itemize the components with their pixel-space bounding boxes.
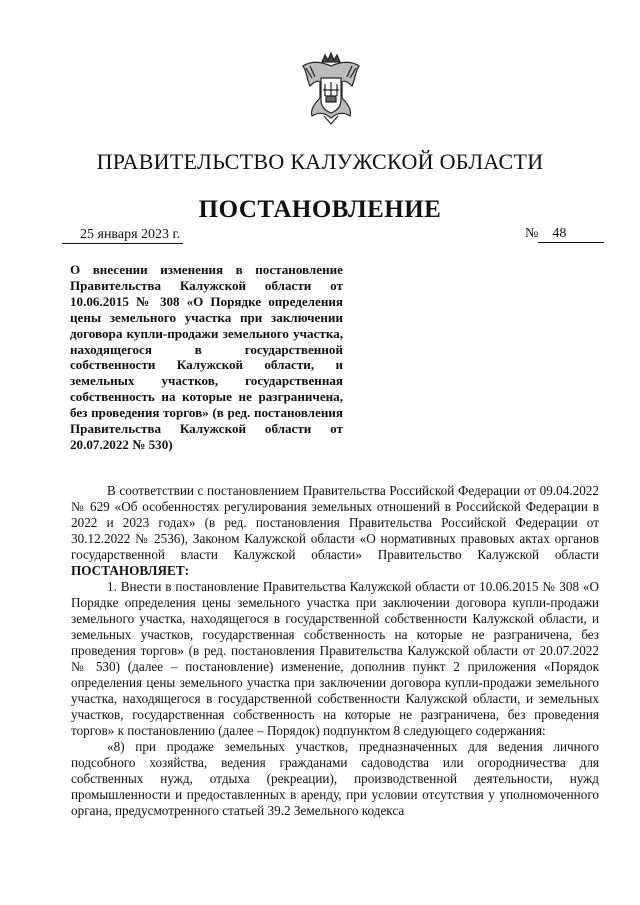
number-prefix: № (525, 226, 539, 241)
coat-of-arms-emblem (298, 52, 364, 128)
item-8-paragraph: «8) при продаже земельных участков, предназначенных для ведения личного подсобного хозяйства, ведения гражданами садоводства или огородничества для собственных нужд, отдыха (рекреации), производственной деятельности, нужд промышленности и предоставленных в аренду, при условии отсутствия у уполномоченного органа, предусмотренного статьей 39.2 Земельного кодекса (71, 739, 599, 818)
preamble-text: В соответствии с постановлением Правительства Российской Федерации от 09.04.2022 № 629 «Об особенностях регулирования земельных отношений в Российской Федерации в 2022 и 2023 годах» (в ред. постановления Правительства Российской Федерации от 30.12.2022 № 2536), Законом Калужской области «О нормативных правовых актах органов государственной власти Калужской области» Правительство Калужской области (71, 483, 599, 562)
document-subject: О внесении изменения в постановление Правительства Калужской области от 10.06.2015 № 308 «О Порядке определения цены земельного участка при заключении договора купли-продажи земельного участка, находящегося в государственной собственности Калужской области, и земельных участков, государственная собственность на которые не разграничена, без проведения торгов» (в ред. постановления Правительства Калужской области от 20.07.2022 № 530) (70, 262, 343, 452)
government-title: ПРАВИТЕЛЬСТВО КАЛУЖСКОЙ ОБЛАСТИ (96, 149, 544, 174)
document-date (62, 227, 183, 244)
item-1-paragraph: 1. Внести в постановление Правительства Калужской области от 10.06.2015 № 308 «О Порядке определения цены земельного участка при заключении договора купли-продажи земельного участка, находящегося в государственной собственности Калужской области, и земельных участков, государственная собственность на которые не разграничена, без проведения торгов» (в ред. постановления Правительства Калужской области от 20.07.2022 № 530) (далее – постановление) изменение, дополнив пункт 2 приложения «Порядок определения цены земельного участка при заключении договора купли-продажи земельного участка, находящегося в государственной собственности Калужской области, и земельных участков, государственная собственность на которые не разграничена, без проведения торгов» к постановлению (далее – Порядок) подпунктом 8 следующего содержания: (71, 579, 599, 738)
document-body (71, 483, 599, 819)
number-value: 48 (538, 226, 604, 243)
preamble-paragraph (71, 483, 599, 579)
decree-word: ПОСТАНОВЛЯЕТ: (71, 563, 190, 578)
date-value: 25 января 2023 г. (62, 227, 183, 244)
document-type-title: ПОСТАНОВЛЕНИЕ (198, 196, 442, 223)
document-number (525, 226, 604, 243)
